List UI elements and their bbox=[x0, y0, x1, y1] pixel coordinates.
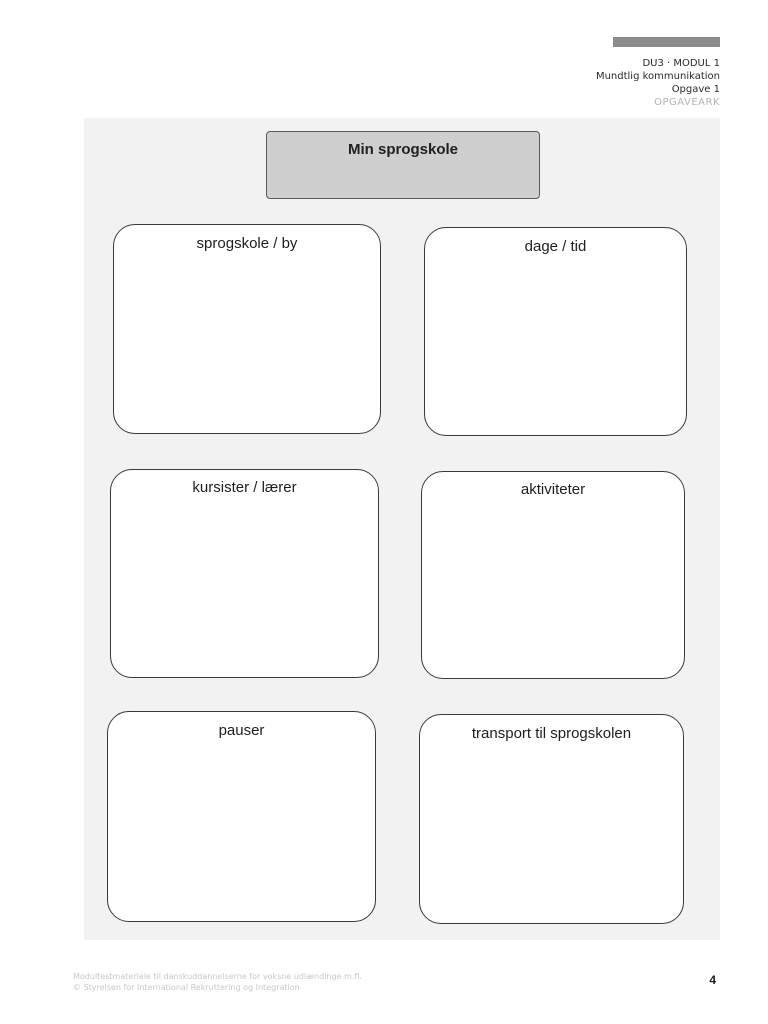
worksheet-title: Min sprogskole bbox=[347, 141, 459, 158]
card-label: dage / tid bbox=[524, 238, 587, 255]
document-footer bbox=[73, 971, 362, 993]
worksheet-title-box bbox=[266, 131, 540, 199]
sheet-type: OPGAVEARK bbox=[654, 97, 720, 108]
footer-line-1: Modultestmateriale til danskuddannelserne for voksne udlændinge m.fl. bbox=[73, 972, 362, 981]
footer-line-2: © Styrelsen for International Rekruttering og Integration bbox=[73, 983, 300, 992]
card-label: aktiviteter bbox=[520, 481, 586, 498]
task-number: Opgave 1 bbox=[671, 84, 720, 95]
card-label: kursister / lærer bbox=[192, 479, 297, 496]
header-accent-bar bbox=[613, 37, 720, 47]
card-students-teacher[interactable] bbox=[110, 469, 379, 678]
card-breaks[interactable] bbox=[107, 711, 376, 922]
module-name: Mundtlig kommunikation bbox=[595, 71, 720, 82]
card-activities[interactable] bbox=[421, 471, 685, 679]
course-code: DU3 · MODUL 1 bbox=[642, 58, 720, 69]
card-transport[interactable] bbox=[419, 714, 684, 924]
page-number: 4 bbox=[709, 973, 716, 987]
card-label: transport til sprogskolen bbox=[471, 725, 632, 742]
card-label: pauser bbox=[218, 722, 265, 739]
document-header bbox=[596, 57, 720, 109]
card-school-city[interactable] bbox=[113, 224, 381, 434]
card-label: sprogskole / by bbox=[196, 235, 298, 252]
card-days-time[interactable] bbox=[424, 227, 687, 436]
